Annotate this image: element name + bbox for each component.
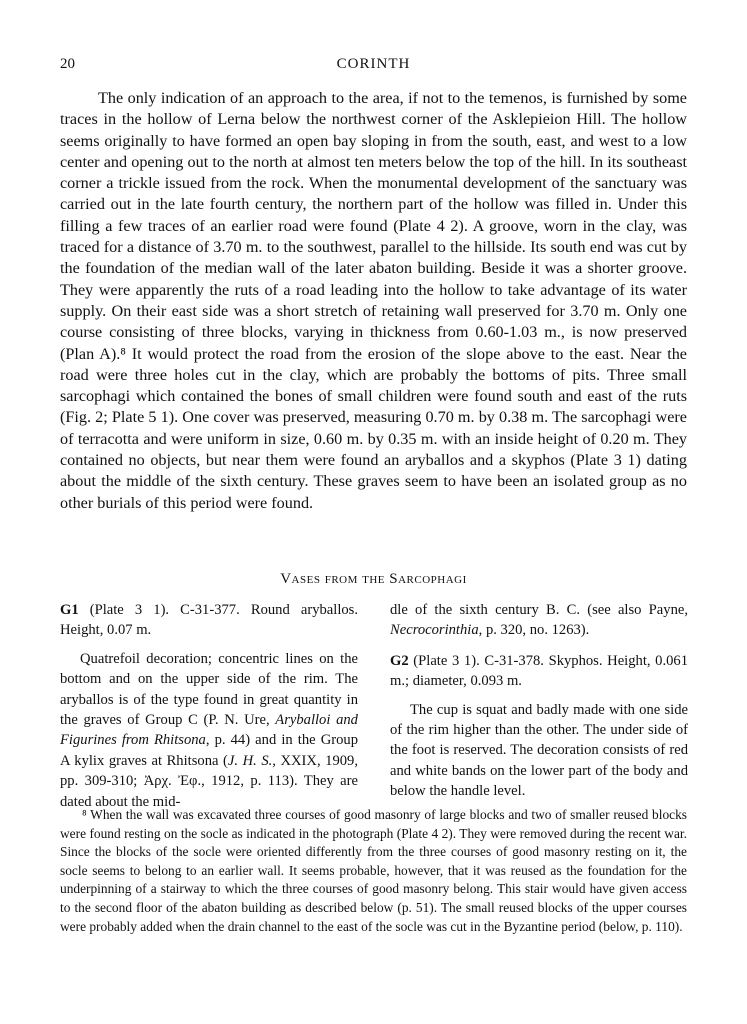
- main-text: [60, 88, 687, 514]
- g1-description: [60, 649, 358, 812]
- g1-heading: [60, 600, 358, 641]
- g1-cont-title: Necrocorinthia: [390, 622, 479, 639]
- left-column: [60, 600, 358, 812]
- g2-description: The cup is squat and badly made with one side of the rim higher than the other. The under side of the foot is reserved. The decoration consists of red and white bands on the lower part of the body and below the handle level.: [390, 701, 688, 800]
- g1-body-text-c: , XXIX, 1909, pp. 309-310; Ἀρχ. Ἐφ., 1912, p. 113). They are dated about the mid-: [60, 752, 358, 810]
- g2-heading-text: (Plate 3 1). C-31-378. Skyphos. Height, 0.061 m.; diameter, 0.093 m.: [390, 652, 688, 690]
- g1-cont-text-a: dle of the sixth century B. C. (see also Payne,: [390, 602, 688, 618]
- g2-heading: [390, 651, 688, 692]
- g1-label: G1: [60, 602, 79, 618]
- g1-cont-text-b: , p. 320, no. 1263).: [478, 622, 590, 639]
- section-title-text: Vases from the Sarcophagi: [280, 571, 467, 587]
- right-column: [390, 600, 688, 802]
- g1-journal-title: J. H. S.: [227, 752, 273, 769]
- g1-body-text-b: , p. 44) and in the Group A kylix graves at Rhitsona (: [60, 732, 358, 769]
- g1-heading-text: (Plate 3 1). C-31-377. Round aryballos. Height, 0.07 m.: [60, 602, 358, 639]
- page-number: 20: [60, 56, 75, 72]
- section-title: [60, 571, 687, 588]
- running-header: [60, 56, 687, 76]
- g2-label: G2: [390, 652, 409, 669]
- running-title: CORINTH: [336, 56, 411, 72]
- g1-book-title: Aryballoi and Figurines from Rhitsona: [60, 712, 358, 749]
- g1-continuation: [390, 600, 688, 641]
- g1-body-text-a: Quatrefoil decoration; concentric lines on the bottom and on the upper side of the rim. The aryballos is of the type found in great quantity in the graves of Group C (P. N. Ure,: [60, 650, 358, 729]
- footnote: ⁸ When the wall was excavated three courses of good masonry of large blocks and two of smaller reused blocks were found resting on the socle as indicated in the photograph (Plate 4 2). They were removed during the recent war. Since the blocks of the socle were oriented differently from the three courses of good masonry resting on it, the socle seems to belong to an earlier wall. It seems probable, however, that it was reused as the foundation for the underpinning of a stairway to which the three courses of good masonry belong. This stair would have given access to the second floor of the abaton building as described below (p. 51). The small reused blocks of the upper courses were probably added when the drain channel to the east of the socle was cut in the Byzantine period (below, p. 110).: [60, 807, 687, 934]
- main-paragraph: The only indication of an approach to the area, if not to the temenos, is furnished by some traces in the hollow of Lerna below the northwest corner of the Asklepieion Hill. The hollow seems originally to have formed an open bay sloping in from the south, east, and west to a low center and opening out to the north at almost ten meters below the top of the hill. In its southeast corner a trickle issued from the rock. When the monumental development of the sanctuary was carried out in the late fourth century, the northern part of the hollow was filled in. Under this filling a few traces of an earlier road were found (Plate 4 2). A groove, worn in the clay, was traced for a distance of 3.70 m. to the southwest, parallel to the hillside. Its south end was cut by the foundation of the median wall of the later abaton building. Beside it was a shorter groove. They were apparently the ruts of a road leading into the hollow to take advantage of its water supply. On their east side was a short stretch of retaining wall preserved for 3.70 m. Only one course consisting of three blocks, varying in thickness from 0.60-1.03 m., is now preserved (Plan A).⁸ It would protect the road from the erosion of the slope above to the east. Near the road were three holes cut in the clay, which are probably the bottoms of pits. Three small sarcophagi which contained the bones of small children were found south and east of the ruts (Fig. 2; Plate 5 1). One cover was preserved, measuring 0.70 m. by 0.38 m. The sarcophagi were of terracotta and were uniform in size, 0.60 m. by 0.35 m. with an inside height of 0.20 m. They contained no objects, but near them were found an aryballos and a skyphos (Plate 3 1) dating about the middle of the sixth century. These graves seem to have been an isolated group as no other burials of this period were found.: [60, 89, 687, 512]
